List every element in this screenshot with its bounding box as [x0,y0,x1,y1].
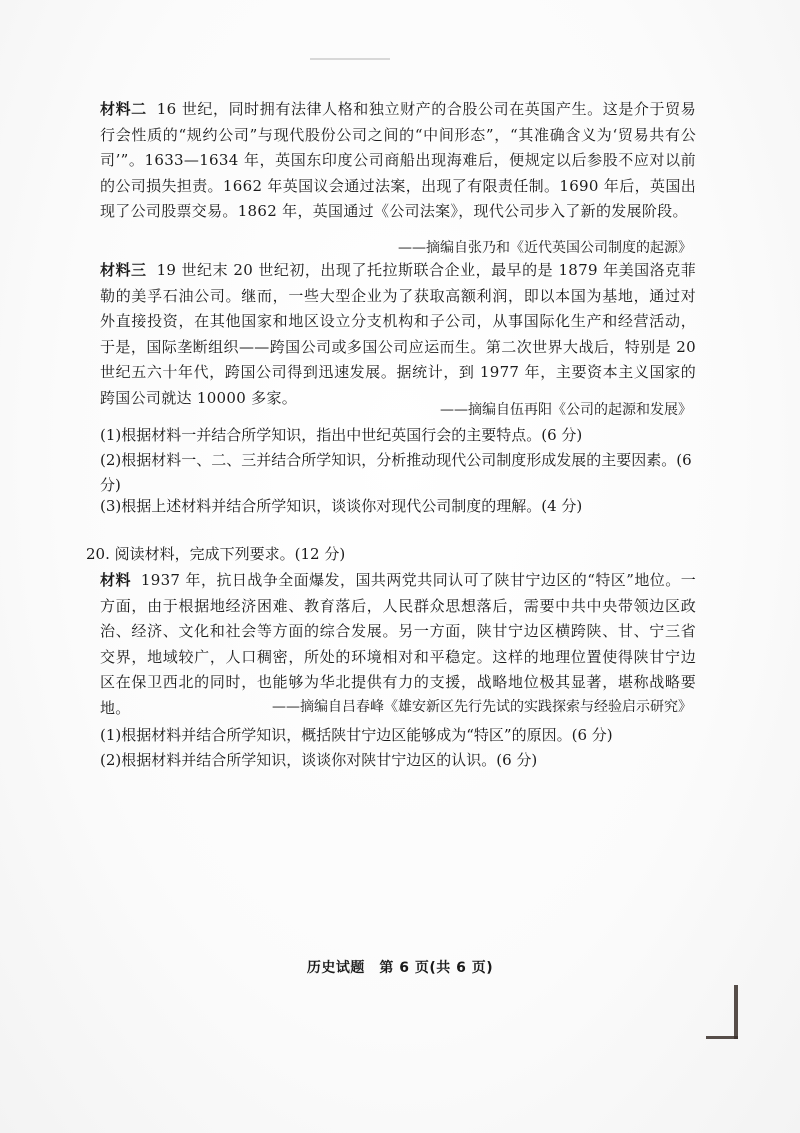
q20-source: ——摘编自吕春峰《雄安新区先行先试的实践探索与经验启示研究》 [272,699,692,715]
q20-item-1: (1)根据材料并结合所学知识，概括陕甘宁边区能够成为“特区”的原因。(6 分) [100,726,613,744]
material-3-source: ——摘编自伍再阳《公司的起源和发展》 [440,402,692,418]
q19-item-1: (1)根据材料一并结合所学知识，指出中世纪英国行会的主要特点。(6 分) [100,426,583,444]
page-footer: 历史试题 第 6 页(共 6 页) [306,960,494,976]
material-3-label: 材料三 [100,261,147,279]
q20-material-label: 材料 [100,571,131,589]
material-3-text: 19 世纪末 20 世纪初，出现了托拉斯联合企业，最早的是 1879 年美国洛克菲勒的美孚石油公司。继而，一些大型企业为了获取高额利润，即以本国为基地，通过对外直接投资，在其他国家和地区设立分支机构和子公司，从事国际化生产和经营活动，于是，国际垄断组织——跨国公司或多国公司应运而生。第二次世界大战后，特别是 20 世纪五六十年代，跨国公司得到迅速发展。据统计，到 1977 年，主要资本主义国家的跨国公司就达 10000 多家。 [100,261,696,407]
q19-item-2: (2)根据材料一、二、三并结合所学知识，分析推动现代公司制度形成发展的主要因素。(6 分) [100,451,692,494]
scan-mark [310,58,390,60]
material-3 [100,258,696,411]
material-2 [100,97,696,225]
q20-material-text: 1937 年，抗日战争全面爆发，国共两党共同认可了陕甘宁边区的“特区”地位。一方面，由于根据地经济困难、教育落后，人民群众思想落后，需要中共中央带领边区政治、经济、文化和社会等方面的综合发展。另一方面，陕甘宁边区横跨陕、甘、宁三省交界，地域较广，人口稠密，所处的环境相对和平稳定。这样的地理位置使得陕甘宁边区在保卫西北的同时，也能够为华北提供有力的支援，战略地位极其显著，堪称战略要地。 [100,571,696,717]
corner-mark [734,985,738,1039]
q19-item-3: (3)根据上述材料并结合所学知识，谈谈你对现代公司制度的理解。(4 分) [100,497,583,515]
q20-heading: 20. 阅读材料，完成下列要求。(12 分) [86,545,346,563]
material-2-text: 16 世纪，同时拥有法律人格和独立财产的合股公司在英国产生。这是介于贸易行会性质的“规约公司”与现代股份公司之间的“中间形态”，“其准确含义为‘贸易共有公司’”。1633—1634 年，英国东印度公司商船出现海难后，便规定以后参股不应对以前的公司损失担责。1662 年英国议会通过法案，出现了有限责任制。1690 年后，英国出现了公司股票交易。1862 年，英国通过《公司法案》，现代公司步入了新的发展阶段。 [100,100,696,220]
material-2-label: 材料二 [100,100,147,118]
material-2-source: ——摘编自张乃和《近代英国公司制度的起源》 [398,240,692,256]
corner-mark [706,1036,738,1039]
q20-item-2: (2)根据材料并结合所学知识，谈谈你对陕甘宁边区的认识。(6 分) [100,751,538,769]
